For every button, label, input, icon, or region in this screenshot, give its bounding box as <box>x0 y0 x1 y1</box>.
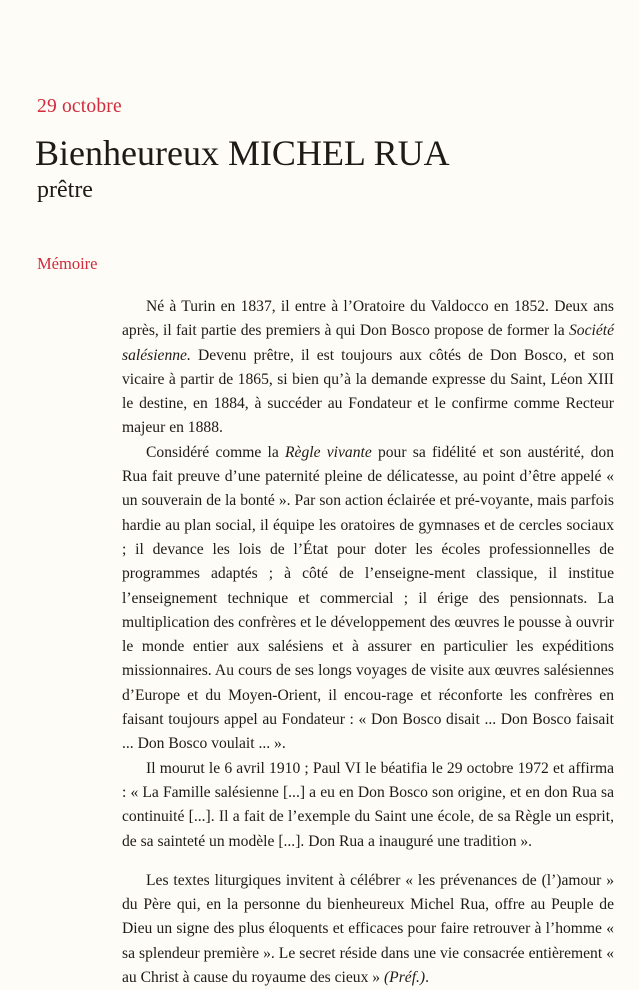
paragraph-1-text-b: Devenu prêtre, il est toujours aux côtés de Don Bosco, et son vicaire à partir de 1865, si bien qu’à la demande expresse du Saint, Léon XIII le destine, en 1884, à succéder au Fondateur et le confirme comme Recteur majeur en 1888. <box>122 346 614 437</box>
paragraph-1 <box>122 295 614 441</box>
paragraph-4-text-a: Les textes liturgiques invitent à célébrer « les prévenances de (l’)amour » du Père qui, en la personne du bienheureux Michel Rua, offre au Peuple de Dieu un signe des plus éloquents et efficaces pour faire retrouver à l’homme « sa splendeur première ». Le secret réside dans une vie consacrée entièrement « au Christ à cause du royaume des cieux » <box>122 871 614 987</box>
paragraph-1-emphasis: Société salésienne. <box>122 322 614 364</box>
paragraph-3 <box>122 757 614 854</box>
paragraph-3-text: Il mourut le 6 avril 1910 ; Paul VI le béatifia le 29 octobre 1972 et affirma : « La Famille salésienne [...] a eu en Don Bosco son origine, et en don Rua sa continuité [...]. Il a fait de l’exemple du Saint une école, de sa Règle un esprit, de sa sainteté un modèle [...]. Don Rua a inauguré une tradition ». <box>122 759 614 850</box>
paragraph-1-text-a: Né à Turin en 1837, il entre à l’Oratoire du Valdocco en 1852. Deux ans après, il fait partie des premiers à qui Don Bosco propose de former la <box>122 298 614 340</box>
page-title: Bienheureux MICHEL RUA <box>35 133 450 173</box>
biography-text <box>122 295 614 990</box>
paragraph-2-text-b: pour sa fidélité et son austérité, don Rua fait preuve d’une paternité pleine de délicatesse, au point d’être appelé « un souverain de la bonté ». Par son action éclairée et pré-voyante, mais parfois hardie au plan social, il équipe les oratoires de gymnases et de cercles sociaux ; il devance les lois de l’État pour doter les écoles professionnelles de programmes adaptés ; à côté de l’enseigne-ment classique, il institue l’enseignement technique et commercial ; il érige des pensionnats. La multiplication des confrères et le développement des œuvres le pousse à ouvrir le monde entier aux salésiens et à assurer en particulier les expéditions missionnaires. Au cours de ses longs voyages de visite aux œuvres salésiennes d’Europe et du Moyen-Orient, il encou-rage et réconforte les confrères en faisant toujours appel au Fondateur : « Don Bosco disait ... Don Bosco faisait ... Don Bosco voulait ... ». <box>122 443 614 753</box>
paragraph-4-text-b: . <box>425 969 430 987</box>
paragraph-4-emphasis: (Préf.) <box>383 969 426 987</box>
paragraph-2-text-a: Considéré comme la <box>146 443 286 461</box>
liturgical-rank: Mémoire <box>37 254 98 273</box>
paragraph-4 <box>122 869 614 990</box>
paragraph-2-emphasis: Règle vivante <box>285 443 372 461</box>
paragraph-2 <box>122 441 614 757</box>
page-subtitle: prêtre <box>37 177 93 203</box>
feast-date: 29 octobre <box>37 96 122 117</box>
